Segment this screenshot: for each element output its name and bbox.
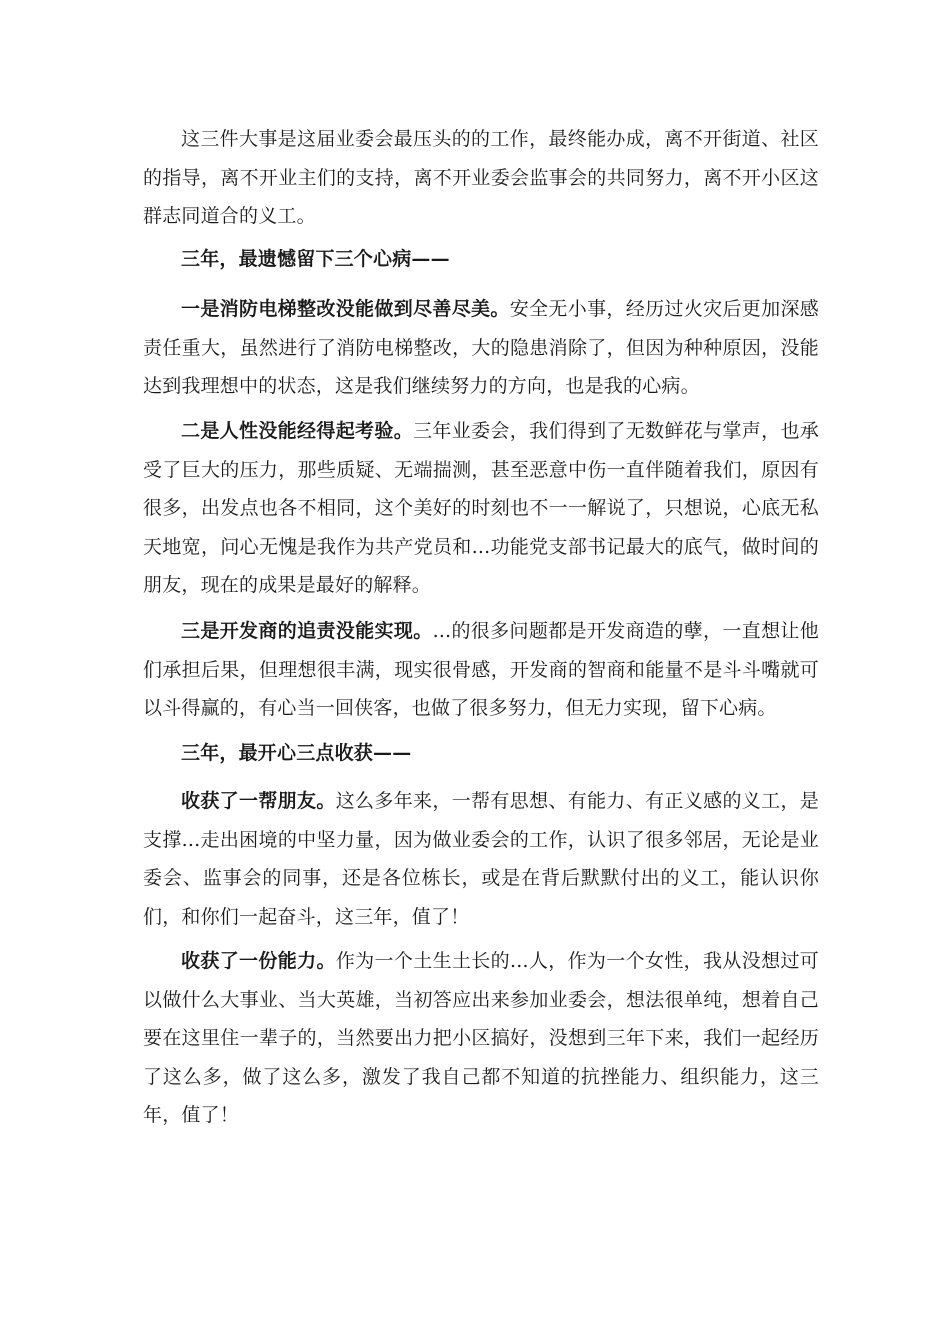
paragraph-lead: 收获了一份能力。 <box>181 950 336 972</box>
paragraph-text: ...的很多问题都是开发商造的孽，一直想让他们承担后果，但理想很丰满，现实很骨感，开发商的智商和能量不是斗斗嘴就可以斗得赢的，有心当一回侠客，也做了很多努力，但无力实现，留下心病。 <box>143 620 819 719</box>
paragraph-text: 这三件大事是这届业委会最压头的的工作，最终能办成，离不开街道、社区的指导，离不开业主们的支持，离不开业委会监事会的共同努力，离不开小区这群志同道合的义工。 <box>143 128 819 227</box>
paragraph-lead: 三是开发商的追责没能实现。 <box>181 620 433 642</box>
paragraph-regret-one <box>143 290 819 406</box>
paragraph-regret-two <box>143 412 819 605</box>
section-heading-gains <box>143 734 819 773</box>
paragraph-text: 这么多年来，一帮有思想、有能力、有正义感的义工，是支撑...走出困境的中坚力量，因为做业委会的工作，认识了很多邻居，无论是业委会、监事会的同事，还是各位栋长，或是在背后默默付出的义工，能认识你们，和你们一起奋斗，这三年，值了！ <box>143 790 819 928</box>
paragraph-summary <box>143 120 819 236</box>
heading-text: 三年，最开心三点收获—— <box>181 742 412 764</box>
paragraph-text: 作为一个土生土长的...人，作为一个女性，我从没想过可以做什么大事业、当大英雄，当初答应出来参加业委会，想法很单纯，想着自己要在这里住一辈子的，当然要出力把小区搞好，没想到三年下来，我们一起经历了这么多，做了这么多，激发了我自己都不知道的抗挫能力、组织能力，这三年，值了！ <box>143 950 819 1126</box>
heading-text: 三年，最遗憾留下三个心病—— <box>181 248 450 270</box>
paragraph-lead: 二是人性没能经得起考验。 <box>181 420 414 442</box>
paragraph-gain-ability <box>143 942 819 1135</box>
section-heading-regrets <box>143 240 819 279</box>
paragraph-lead: 收获了一帮朋友。 <box>181 790 336 812</box>
paragraph-text: 安全无小事，经历过火灾后更加深感责任重大，虽然进行了消防电梯整改，大的隐患消除了，但因为种种原因，没能达到我理想中的状态，这是我们继续努力的方向，也是我的心病。 <box>143 298 819 397</box>
paragraph-lead: 一是消防电梯整改没能做到尽善尽美。 <box>181 298 510 320</box>
paragraph-regret-three <box>143 612 819 728</box>
paragraph-gain-friends <box>143 782 819 936</box>
paragraph-text: 三年业委会，我们得到了无数鲜花与掌声，也承受了巨大的压力，那些质疑、无端揣测，甚至恶意中伤一直伴随着我们，原因有很多，出发点也各不相同，这个美好的时刻也不一一解说了，只想说，心底无私天地宽，问心无愧是我作为共产党员和...功能党支部书记最大的底气，做时间的朋友，现在的成果是最好的解释。 <box>143 420 820 596</box>
